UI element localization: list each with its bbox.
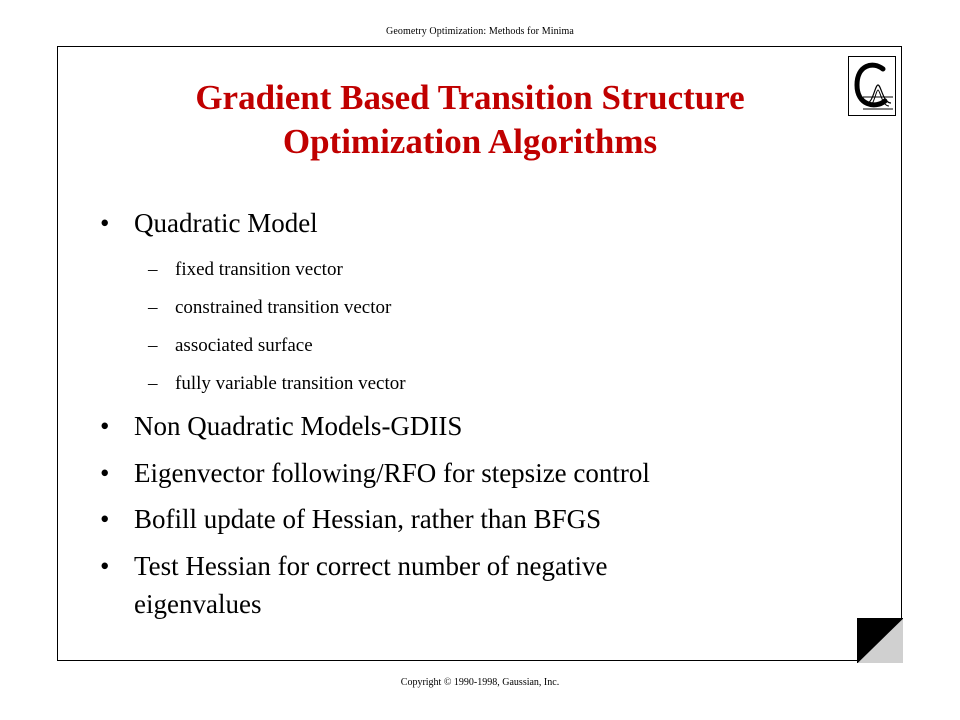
bullet-text: Quadratic Model bbox=[134, 208, 318, 238]
bullet-text: Bofill update of Hessian, rather than BFGS bbox=[134, 504, 602, 534]
sub-bullet-dash: – bbox=[148, 259, 158, 280]
gaussian-logo-icon bbox=[848, 56, 896, 116]
slide-title bbox=[100, 76, 840, 164]
bullet-dot: • bbox=[100, 504, 110, 534]
bullet-dot: • bbox=[100, 551, 110, 581]
bullet-text: Non Quadratic Models-GDIIS bbox=[134, 411, 463, 441]
slide-header: Geometry Optimization: Methods for Minima bbox=[386, 26, 574, 37]
sub-bullet-dash: – bbox=[148, 335, 158, 356]
sub-bullet-dash: – bbox=[148, 373, 158, 394]
page-corner-icon bbox=[857, 618, 903, 663]
bullet-text: Eigenvector following/RFO for stepsize control bbox=[134, 458, 650, 488]
bullet-dot: • bbox=[100, 411, 110, 441]
bullet-text: eigenvalues bbox=[134, 589, 262, 619]
sub-bullet-text: associated surface bbox=[175, 335, 313, 356]
sub-bullet-text: fixed transition vector bbox=[175, 259, 343, 280]
title-line-2: Optimization Algorithms bbox=[282, 122, 658, 161]
slide-footer: Copyright © 1990-1998, Gaussian, Inc. bbox=[400, 677, 560, 688]
sub-bullet-text: constrained transition vector bbox=[175, 297, 392, 318]
bullet-text: Test Hessian for correct number of negative bbox=[134, 551, 608, 581]
bullet-dot: • bbox=[100, 458, 110, 488]
bullet-dot: • bbox=[100, 208, 110, 238]
sub-bullet-dash: – bbox=[148, 297, 158, 318]
sub-bullet-text: fully variable transition vector bbox=[175, 373, 406, 394]
title-line-1: Gradient Based Transition Structure bbox=[195, 78, 745, 117]
